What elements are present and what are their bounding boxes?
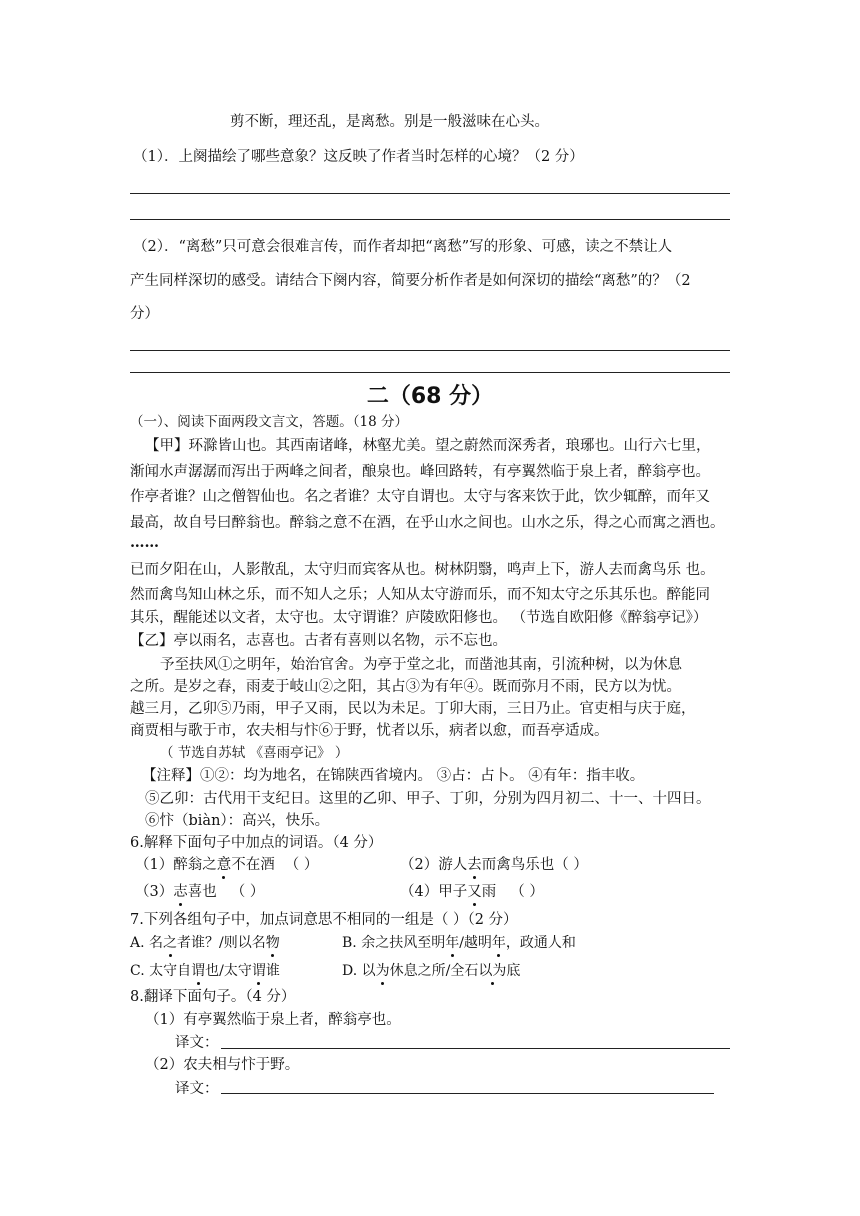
passage-yi-line: 【乙】亭以雨名，志喜也。古者有喜则以名物，示不忘也。 — [130, 633, 507, 649]
passage-jia-line: 已而夕阳在山，人影散乱，太守归而宾客从也。树林阴翳，鸣声上下，游人去而禽鸟乐 也。 — [130, 562, 715, 578]
q7-option-d[interactable]: D. 以为休息之所/全石以为底 — [342, 963, 521, 979]
passage-jia-line: 然而禽鸟知山林之乐，而不知人之乐；人知从太守游而乐，而不知太守之乐其乐也。醉能同 — [130, 587, 710, 603]
part-heading: （一）、阅读下面两段文言文，答题。（18 分） — [130, 414, 408, 430]
passage-jia-line: 作亭者谁？山之僧智仙也。名之者谁？太守自谓也。太守与客来饮于此，饮少辄醉，而年又 — [130, 489, 710, 505]
notes-line: 【注释】①②：均为地名，在锦陕西省境内。 ③占：占卜。 ④有年：指丰收。 — [142, 768, 645, 784]
passage-yi-line: 越三月，乙卯⑤乃雨，甲子又雨，民以为未足。丁卯大雨，三日乃止。官吏相与庆于庭， — [130, 701, 696, 717]
notes-line: ⑤乙卯：古代用干支纪日。这里的乙卯、甲子、丁卯，分别为四月初二、十一、十四日。 — [145, 791, 711, 807]
q7-option-c[interactable]: C. 太守自谓也/太守谓谁 — [130, 963, 280, 979]
passage-yi-line: 予至扶风①之明年，始治官舍。为亭于堂之北，而凿池其南，引流种树，以为休息 — [160, 657, 682, 673]
passage-jia-line: 渐闻水声潺潺而泻出于两峰之间者，酿泉也。峰回路转，有亭翼然临于泉上者，醉翁亭也。 — [130, 464, 710, 480]
question-6-stem: 6.解释下面句子中加点的词语。（4 分） — [130, 835, 383, 851]
answer-line[interactable] — [130, 372, 730, 373]
q6-blank[interactable]: （ ） — [554, 857, 588, 873]
question-7-stem: 7.下列各组句子中，加点词意思不相同的一组是（ ）（2 分） — [130, 912, 518, 928]
passage-jia-line: 其乐，醒能述以文者，太守也。太守谓谁？庐陵欧阳修也。 （节选自欧阳修《醉翁亭记》） — [130, 610, 708, 626]
q6-blank[interactable]: （ ） — [284, 857, 319, 873]
q8-sentence-2: （2）农夫相与忭于野。 — [145, 1057, 300, 1073]
q6-item-2: （2）游人去而禽鸟乐也（ ） — [400, 857, 588, 873]
q6-blank[interactable]: （ ） — [510, 884, 544, 900]
question-8-stem: 8.翻译下面句子。（4 分） — [130, 989, 296, 1005]
answer-line[interactable] — [130, 193, 730, 194]
q6-item-1: （1）醉翁之意不在酒 （ ） — [135, 857, 319, 873]
section-title: 二（68 分） — [366, 384, 494, 409]
q8-answer-line[interactable] — [221, 1093, 714, 1094]
answer-line[interactable] — [130, 350, 730, 351]
q6-blank[interactable]: （ ） — [230, 884, 265, 900]
question-2-line: 分） — [130, 306, 159, 322]
passage-yi-line: 商贾相与歌于市，农夫相与忭⑥于野，忧者以乐，病者以愈，而吾亭适成。 — [130, 723, 609, 739]
passage-jia-line: 【甲】环滁皆山也。其西南诸峰，林壑尤美。望之蔚然而深秀者，琅琊也。山行六七里， — [145, 438, 711, 454]
passage-ellipsis: …… — [130, 534, 159, 551]
notes-line: ⑥忭（biàn）：高兴，快乐。 — [145, 813, 330, 829]
poem-line: 剪不断，理还乱，是离愁。别是一般滋味在心头。 — [230, 114, 549, 130]
q8-answer-label: 译文： — [175, 1081, 219, 1097]
passage-yi-source: （ 节选自苏轼 《喜雨亭记》 ） — [160, 745, 349, 761]
q8-sentence-1: （1）有亭翼然临于泉上者，醉翁亭也。 — [145, 1012, 401, 1028]
question-2-line: （2）．“离愁”只可意会很难言传，而作者却把“离愁”写的形象、可感，读之不禁让人 — [133, 239, 673, 255]
passage-yi-line: 之所。是岁之春，雨麦于岐山②之阳，其占③为有年④。既而弥月不雨，民方以为忧。 — [130, 679, 681, 695]
q6-item-4: （4）甲子又雨 （ ） — [400, 884, 544, 900]
answer-line[interactable] — [130, 219, 730, 220]
q8-answer-label: 译文： — [175, 1035, 219, 1051]
q7-option-b[interactable]: B. 余之扶风至明年/越明年，政通人和 — [342, 935, 576, 951]
q6-item-3: （3）志喜也 （ ） — [135, 884, 265, 900]
passage-jia-line: 最高，故自号曰醉翁也。醉翁之意不在酒，在乎山水之间也。山水之乐，得之心而寓之酒也。 — [130, 515, 725, 531]
q7-option-a[interactable]: A. 名之者谁？/则以名物 — [130, 935, 280, 951]
question-2-line: 产生同样深切的感受。请结合下阕内容，简要分析作者是如何深切的描绘“离愁”的？（2 — [130, 273, 691, 289]
question-1: （1）．上阕描绘了哪些意象？这反映了作者当时怎样的心境？（2 分） — [133, 149, 584, 165]
q8-answer-line[interactable] — [221, 1048, 730, 1049]
